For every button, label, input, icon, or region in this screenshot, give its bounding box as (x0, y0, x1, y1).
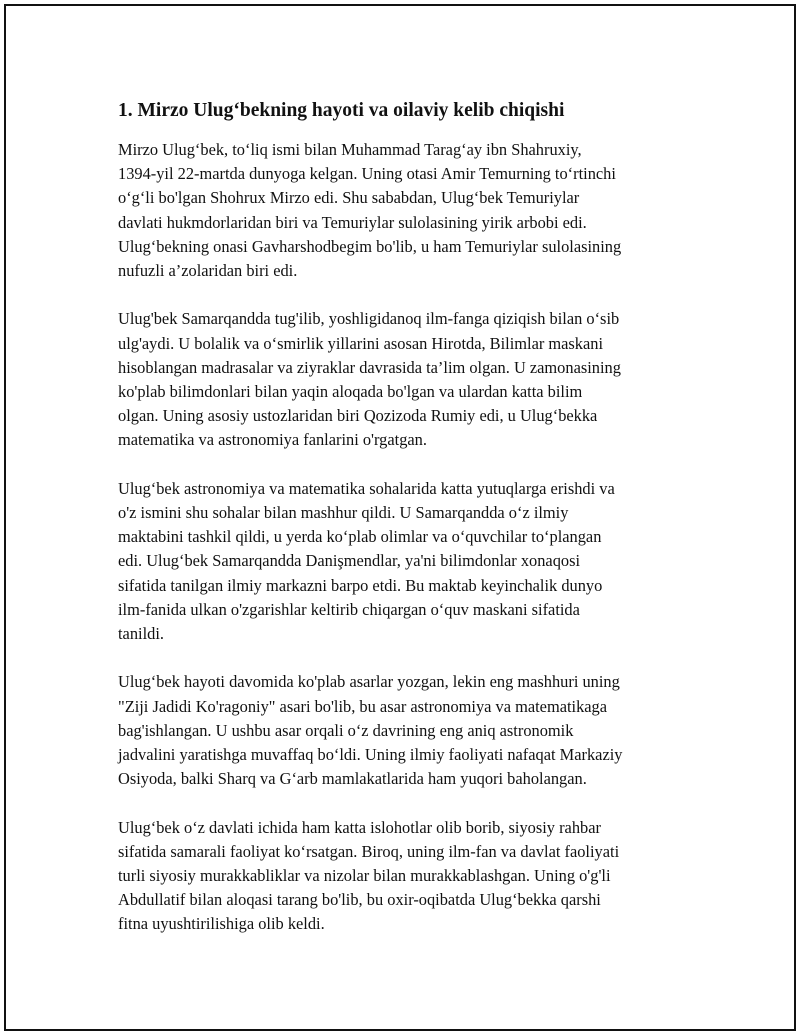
text-line: Ulug‘bek o‘z davlati ichida ham katta islohotlar olib borib, siyosiy rahbar (118, 817, 601, 837)
section-heading: 1. Mirzo Ulug‘bekning hayoti va oilaviy kelib chiqishi (118, 100, 565, 121)
text-line: Ulug‘bekning onasi Gavharshodbegim bo'lib, u ham Temuriylar sulolasining (118, 236, 622, 256)
text-line: tanildi. (118, 624, 164, 644)
text-line: sifatida tanilgan ilmiy markazni barpo etdi. Bu maktab keyinchalik dunyo (118, 575, 603, 595)
text-line: nufuzli a’zolaridan biri edi. (118, 261, 298, 281)
text-line: Osiyoda, balki Sharq va G‘arb mamlakatlarida ham yuqori baholangan. (118, 769, 587, 789)
text-line: o'z ismini shu sohalar bilan mashhur qildi. U Samarqandda o‘z ilmiy (118, 503, 569, 523)
text-line: davlati hukmdorlaridan biri va Temuriylar sulolasining yirik arbobi edi. (118, 212, 587, 232)
text-line: turli siyosiy murakkabliklar va nizolar bilan murakkablashgan. Uning o'g'li (118, 866, 611, 886)
document-body (118, 98, 698, 961)
text-line: fitna uyushtirilishiga olib keldi. (118, 914, 325, 934)
text-line: ilm-fanida ulkan o'zgarishlar keltirib chiqargan o‘quv maskani sifatida (118, 599, 580, 619)
text-line: bag'ishlangan. U ushbu asar orqali o‘z davrining eng aniq astronomik (118, 720, 574, 740)
text-line: maktabini tashkil qildi, u yerda ko‘plab olimlar va o‘quvchilar to‘plangan (118, 527, 602, 547)
text-line: Abdullatif bilan aloqasi tarang bo'lib, bu oxir-oqibatda Ulug‘bekka qarshi (118, 890, 601, 910)
text-line: hisoblangan madrasalar va ziyraklar davrasida ta’lim olgan. U zamonasining (118, 357, 621, 377)
text-line: matematika va astronomiya fanlarini o'rgatgan. (118, 430, 427, 450)
text-line: sifatida samarali faoliyat ko‘rsatgan. Biroq, uning ilm-fan va davlat faoliyati (118, 841, 620, 861)
paragraph-4 (118, 670, 698, 791)
page-frame (4, 4, 796, 1031)
text-line: "Ziji Jadidi Ko'ragoniy" asari bo'lib, bu asar astronomiya va matematikaga (118, 696, 608, 716)
paragraph-3 (118, 477, 698, 646)
text-line: o‘g‘li bo'lgan Shohrux Mirzo edi. Shu sababdan, Ulug‘bek Temuriylar (118, 188, 580, 208)
paragraph-2 (118, 307, 698, 452)
paragraph-1 (118, 138, 698, 283)
text-line: 1394-yil 22-martda dunyoga kelgan. Uning otasi Amir Temurning to‘rtinchi (118, 164, 616, 184)
text-line: ulg'aydi. U bolalik va o‘smirlik yillarini asosan Hirotda, Bilimlar maskani (118, 333, 604, 353)
text-line: ko'plab bilimdonlari bilan yaqin aloqada bo'lgan va ulardan katta bilim (118, 382, 583, 402)
text-line: Ulug‘bek astronomiya va matematika sohalarida katta yutuqlarga erishdi va (118, 478, 615, 498)
text-line: Mirzo Ulug‘bek, to‘liq ismi bilan Muhammad Tarag‘ay ibn Shahruxiy, (118, 140, 582, 159)
text-line: olgan. Uning asosiy ustozlaridan biri Qozizoda Rumiy edi, u Ulug‘bekka (118, 406, 598, 426)
paragraph-5 (118, 816, 698, 937)
text-line: Ulug'bek Samarqandda tug'ilib, yoshligidanoq ilm-fanga qiziqish bilan o‘sib (118, 309, 620, 329)
text-line: edi. Ulug‘bek Samarqandda Danişmendlar, ya'ni bilimdonlar xonaqosi (118, 551, 581, 571)
text-line: Ulug‘bek hayoti davomida ko'plab asarlar yozgan, lekin eng mashhuri uning (118, 672, 620, 692)
text-line: jadvalini yaratishga muvaffaq bo‘ldi. Uning ilmiy faoliyati nafaqat Markaziy (118, 745, 623, 765)
